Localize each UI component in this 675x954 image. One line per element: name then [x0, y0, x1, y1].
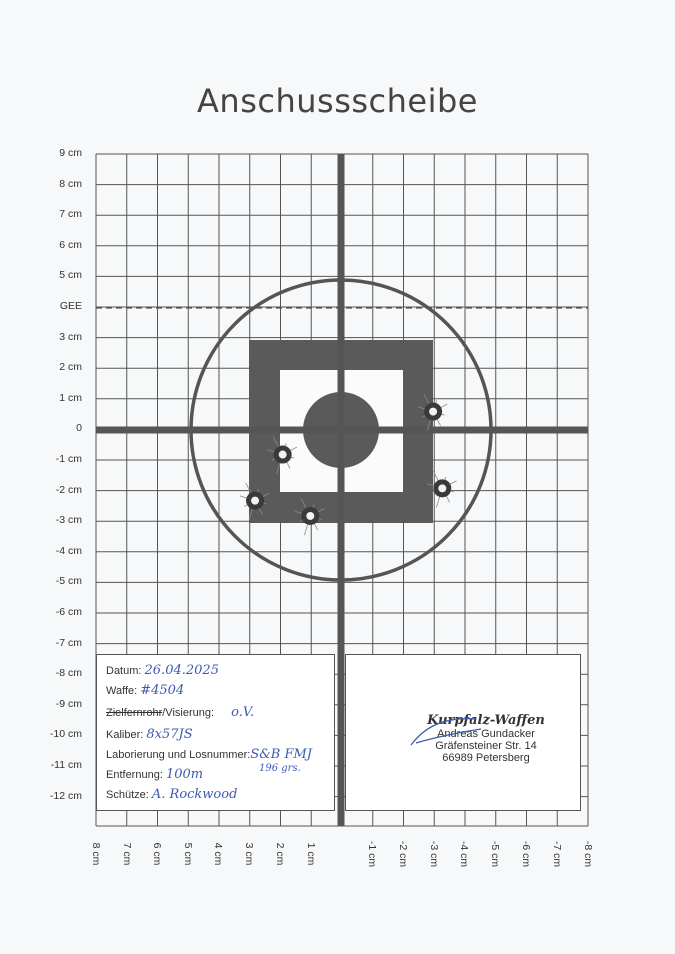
x-axis-label: 6 cm: [151, 842, 163, 866]
info-box: [96, 654, 335, 811]
x-axis-label: -3 cm: [428, 840, 440, 868]
x-axis-label: -6 cm: [520, 840, 532, 868]
y-axis-label: 1 cm: [59, 391, 82, 404]
waffe-value: #4504: [140, 683, 185, 698]
x-axis-label: 2 cm: [274, 842, 286, 866]
y-axis-label: 2 cm: [59, 361, 82, 374]
datum-value: 26.04.2025: [144, 663, 219, 678]
x-axis-label: -1 cm: [366, 840, 378, 868]
y-axis-label: -7 cm: [55, 636, 82, 649]
y-axis-label: -4 cm: [55, 544, 82, 557]
shot-hole: [279, 451, 287, 459]
y-axis-label: -5 cm: [55, 575, 82, 588]
kaliber-row: [106, 727, 193, 742]
y-axis-label: 0: [76, 422, 82, 435]
y-axis-label: -9 cm: [55, 697, 82, 710]
dealer-name: Kurpfalz-Waffen: [427, 713, 545, 728]
y-axis-label: 9 cm: [59, 147, 82, 159]
y-axis-label: 7 cm: [59, 208, 82, 221]
y-axis-label: GEE: [59, 300, 82, 312]
waffe-label: Waffe:: [106, 685, 138, 697]
entfernung-row: [106, 767, 203, 782]
schuetze-row: [106, 787, 237, 802]
page-title: Anschussscheibe: [197, 82, 478, 120]
y-axis-label: 3 cm: [59, 330, 82, 343]
laborierung-value-2: 196 grs.: [259, 763, 301, 774]
dealer-box: [345, 654, 581, 811]
schuetze-label: Schütze:: [106, 789, 149, 801]
laborierung-row: [106, 747, 312, 762]
x-axis-label: 1 cm: [305, 842, 317, 866]
signature-scribble: [406, 715, 486, 749]
x-axis-label: -4 cm: [458, 840, 470, 868]
y-axis-label: -6 cm: [55, 606, 82, 618]
y-axis-label: -3 cm: [55, 514, 82, 527]
shot-hole: [438, 484, 446, 492]
entfernung-label: Entfernung:: [106, 769, 163, 781]
y-axis-label: -2 cm: [55, 483, 82, 496]
y-axis-label: 6 cm: [59, 238, 82, 251]
y-axis-label: -11 cm: [50, 759, 82, 771]
laborierung-value: S&B FMJ: [250, 747, 313, 762]
y-axis-label: -10 cm: [49, 728, 82, 741]
shot-hole: [306, 512, 314, 520]
x-axis-label: 5 cm: [182, 842, 194, 866]
visierung-label: /Visierung:: [162, 707, 215, 719]
x-axis-label: 4 cm: [212, 842, 224, 866]
shot-hole: [251, 497, 259, 505]
y-axis-label: -1 cm: [55, 453, 82, 465]
visierung-value: o.V.: [231, 705, 255, 720]
x-axis-label: -5 cm: [489, 840, 501, 868]
shot-hole: [429, 408, 437, 416]
x-axis-label: -8 cm: [582, 840, 594, 868]
x-axis-label: 8 cm: [90, 842, 102, 866]
kaliber-value: 8x57JS: [146, 727, 193, 742]
x-axis-label: 7 cm: [121, 842, 133, 866]
y-axis-label: -8 cm: [55, 667, 82, 680]
waffe-row: [106, 683, 184, 698]
datum-row: [106, 663, 219, 678]
dealer-person: Andreas Gundacker: [437, 728, 535, 740]
zielfernrohr-label: Zielfernrohr: [106, 707, 163, 719]
dealer-street: Gräfensteiner Str. 14: [435, 740, 537, 752]
laborierung-label: Laborierung und Losnummer:: [106, 749, 251, 761]
schuetze-value: A. Rockwood: [151, 787, 238, 802]
datum-label: Datum:: [106, 665, 142, 677]
x-axis-label: -2 cm: [397, 840, 409, 868]
x-axis-label: 3 cm: [243, 842, 255, 866]
y-axis-label: -12 cm: [49, 789, 82, 802]
visierung-row: [106, 705, 254, 720]
x-axis-label: -7 cm: [551, 840, 563, 868]
y-axis-label: 5 cm: [59, 269, 82, 282]
dealer-city: 66989 Petersberg: [442, 752, 530, 764]
kaliber-label: Kaliber:: [106, 729, 144, 741]
entfernung-value: 100m: [165, 767, 204, 782]
y-axis-label: 8 cm: [59, 177, 82, 190]
